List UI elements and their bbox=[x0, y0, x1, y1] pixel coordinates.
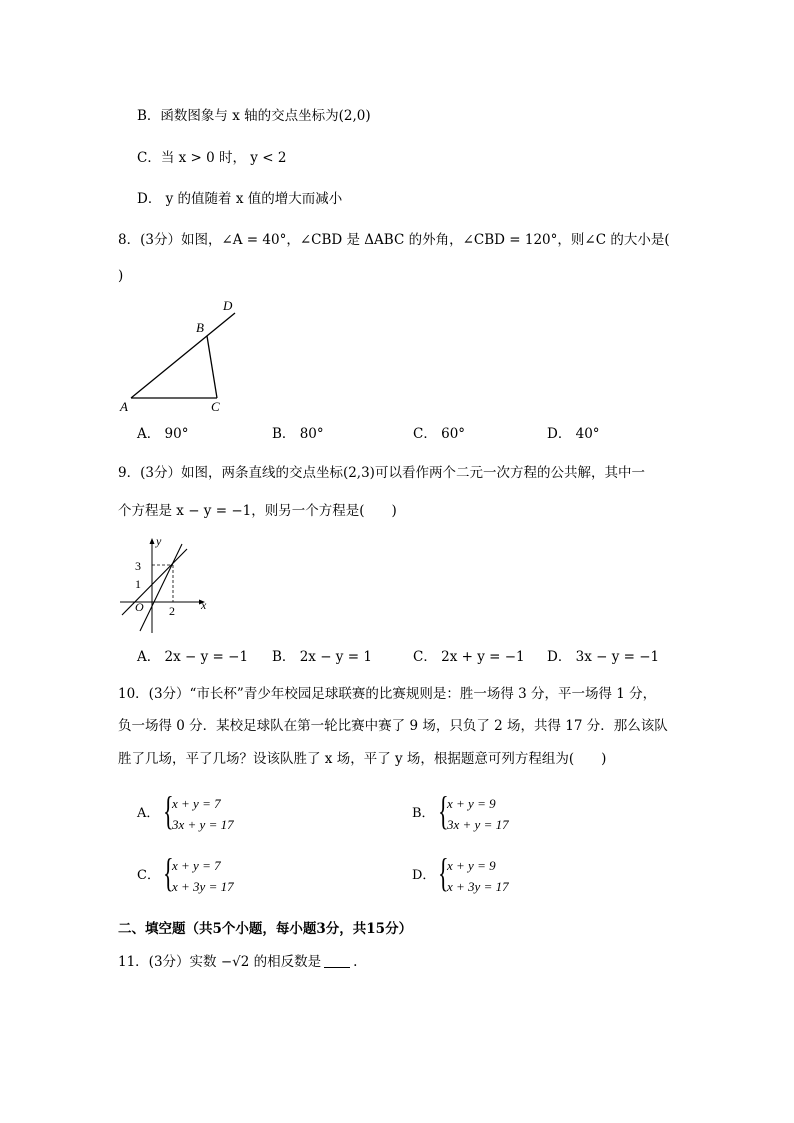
q11-stem-text: 11．(3分）实数 −√2 的相反数是 bbox=[118, 954, 322, 970]
q8-stem-line2: ) bbox=[118, 268, 124, 284]
tick-label-3: 3 bbox=[135, 559, 141, 573]
q10-option-c bbox=[137, 850, 267, 897]
vertex-label-b: B bbox=[196, 320, 204, 335]
q8-triangle-figure bbox=[115, 296, 245, 416]
q9-option-c: C． 2x + y = −1 bbox=[413, 649, 525, 665]
equation-1: x + y = 9 bbox=[447, 796, 496, 811]
line-x-minus-y bbox=[122, 549, 187, 615]
answer-blank[interactable] bbox=[324, 957, 350, 968]
q7-option-d: D． y 的值随着 x 值的增大而减小 bbox=[137, 191, 343, 207]
equation-1: x + y = 7 bbox=[172, 796, 221, 811]
tick-label-1: 1 bbox=[135, 577, 141, 591]
q10-option-d bbox=[412, 850, 542, 897]
line-other bbox=[140, 544, 182, 631]
q10-stem-line2: 负一场得 0 分．某校足球队在第一轮比赛中赛了 9 场，只负了 2 场，共得 17 分．那么该队 bbox=[118, 718, 668, 734]
q9-stem-line2: 个方程是 x − y = −1，则另一个方程是( ) bbox=[118, 503, 397, 519]
q9-stem-line1: 9．(3分）如图，两条直线的交点坐标(2,3)可以看作两个二元一次方程的公共解，其中一 bbox=[118, 465, 645, 481]
equation-1: x + y = 7 bbox=[172, 858, 221, 873]
brace-icon: { bbox=[438, 850, 449, 895]
q10-option-b bbox=[412, 788, 542, 835]
q8-option-a: A． 90° bbox=[137, 426, 189, 442]
q9-option-b: B． 2x − y = 1 bbox=[272, 649, 372, 665]
segment-bc bbox=[207, 336, 217, 398]
line-ad bbox=[131, 313, 235, 398]
origin-label: O bbox=[135, 600, 144, 614]
q11-stem bbox=[118, 956, 357, 970]
q10-stem-line1: 10．(3分）“市长杯”青少年校园足球联赛的比赛规则是：胜一场得 3 分，平一场得 1 分， bbox=[118, 686, 657, 702]
y-axis-arrow-icon bbox=[150, 538, 155, 544]
option-letter: D． bbox=[412, 868, 436, 883]
option-letter: C． bbox=[137, 868, 160, 883]
option-letter: A． bbox=[137, 806, 160, 821]
equation-1: x + y = 9 bbox=[447, 858, 496, 873]
vertex-label-c: C bbox=[211, 399, 220, 414]
equation-2: x + 3y = 17 bbox=[172, 879, 234, 894]
option-letter: B． bbox=[412, 806, 435, 821]
q9-option-a: A． 2x − y = −1 bbox=[137, 649, 249, 665]
q9-option-d: D． 3x − y = −1 bbox=[547, 649, 660, 665]
q8-option-c: C． 60° bbox=[413, 426, 466, 442]
q9-coordinate-figure bbox=[115, 533, 215, 633]
q7-option-b: B．函数图象与 x 轴的交点坐标为(2,0) bbox=[137, 108, 371, 124]
q11-stem-end: . bbox=[353, 954, 358, 970]
q8-option-d: D． 40° bbox=[547, 426, 600, 442]
tick-label-2: 2 bbox=[169, 604, 175, 618]
q10-option-a bbox=[137, 788, 267, 835]
brace-icon: { bbox=[163, 788, 174, 833]
axis-label-y: y bbox=[156, 534, 162, 548]
axis-label-x: x bbox=[201, 598, 207, 612]
vertex-label-a: A bbox=[120, 399, 128, 414]
q8-option-b: B． 80° bbox=[272, 426, 324, 442]
equation-2: 3x + y = 17 bbox=[447, 817, 509, 832]
brace-icon: { bbox=[438, 788, 449, 833]
q8-stem-line1: 8．(3分）如图，∠A = 40°，∠CBD 是 ΔABC 的外角，∠CBD = 120°，则∠C 的大小是( bbox=[118, 232, 670, 248]
equation-2: 3x + y = 17 bbox=[172, 817, 234, 832]
equation-2: x + 3y = 17 bbox=[447, 879, 509, 894]
section-heading: 二、填空题（共5个小题，每小题3分，共15分） bbox=[118, 921, 413, 937]
q7-option-c: C．当 x > 0 时， y < 2 bbox=[137, 150, 287, 166]
q10-stem-line3: 胜了几场，平了几场？设该队胜了 x 场，平了 y 场，根据题意可列方程组为( ) bbox=[118, 751, 607, 767]
brace-icon: { bbox=[163, 850, 174, 895]
point-label-d: D bbox=[223, 298, 233, 313]
